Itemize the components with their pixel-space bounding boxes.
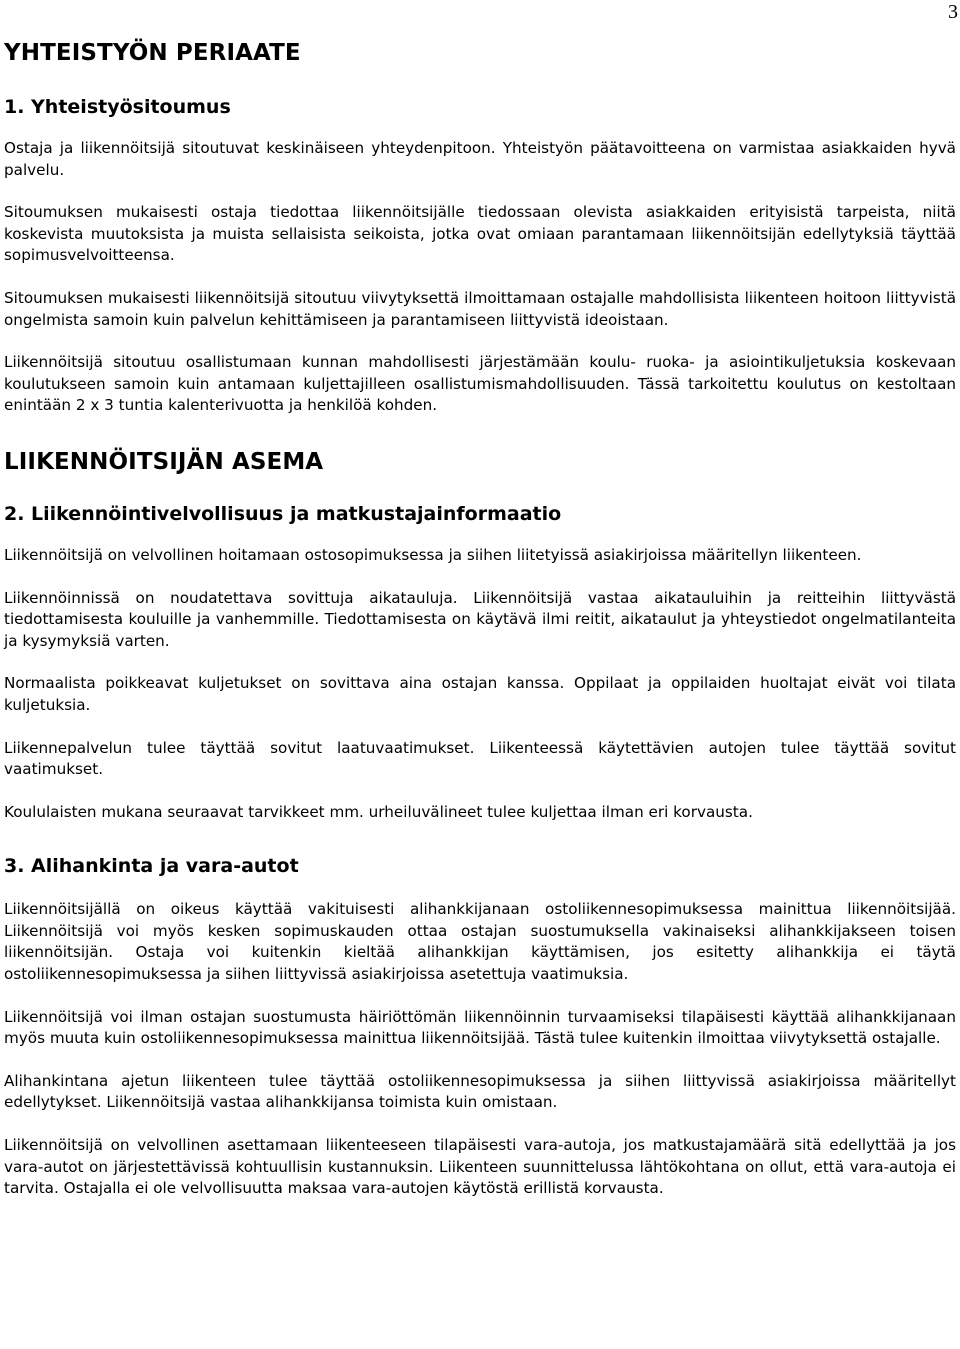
paragraph: Liikennöitsijä on velvollinen hoitamaan ostosopimuksessa ja siihen liitetyissä asiakirjoissa määritellyn liikenteen.: [4, 545, 862, 564]
subsection-heading-yhteistyositoumus: 1. Yhteistyösitoumus: [4, 96, 231, 118]
paragraph: Ostaja ja liikennöitsijä sitoutuvat keskinäiseen yhteydenpitoon. Yhteistyön päätavoitteena on varmistaa asiakkaiden hyvä palvelu.: [4, 139, 956, 179]
subsection-heading-liikennointivelvollisuus: 2. Liikennöintivelvollisuus ja matkustajainformaatio: [4, 502, 562, 525]
paragraph: Sitoumuksen mukaisesti liikennöitsijä sitoutuu viivytyksettä ilmoittamaan ostajalle mahdollisista liikenteen hoitoon liittyvistä ongelmista samoin kuin palvelun kehittämiseen ja parantamiseen liittyvistä ideoistaan.: [4, 288, 956, 329]
paragraph: Liikennöinnissä on noudatettava sovittuja aikatauluja. Liikennöitsijä vastaa aikatauluihin ja reitteihin liittyvästä tiedottamisesta kouluille ja vanhemmille. Tiedottamisesta on käytävä ilmi reitit, aikataulut ja yhteystiedot ongelmatilanteita ja kysymyksiä varten.: [4, 588, 956, 650]
paragraph: Liikennöitsijä voi ilman ostajan suostumusta häiriöttömän liikennöinnin turvaamiseksi tilapäisesti käyttää alihankkijanaan myös muuta kuin ostoliikennesopimuksessa mainittua liikennöitsijää. Tästä tulee kuitenkin ilmoittaa viivytyksettä ostajalle.: [4, 1007, 956, 1048]
paragraph: Liikennöitsijä on velvollinen asettamaan liikenteeseen tilapäisesti vara-autoja, jos matkustajamäärä sitä edellyttää ja jos vara-autot on järjestettävissä kohtuullisin kustannuksin. Liikenteen suunnittelussa lähtökohtana on ollut, että vara-autoja ei tarvita. Ostajalla ei ole velvollisuutta maksaa vara-autojen käytöstä erillistä korvausta.: [4, 1136, 956, 1198]
section-title-yhteistyon-periaate: YHTEISTYÖN PERIAATE: [4, 40, 301, 66]
section-title-liikennoitsijan-asema: LIIKENNÖITSIJÄN ASEMA: [4, 448, 324, 475]
paragraph: Sitoumuksen mukaisesti ostaja tiedottaa liikennöitsijälle tiedossaan olevista asiakkaiden erityisistä tarpeista, niitä koskevista muutoksista ja muista sellaisista seikoista, jotka ovat omiaan parantamaan liikennöitsijän edellytyksiä täyttää sopimusvelvoitteensa.: [4, 203, 956, 265]
paragraph: Alihankintana ajetun liikenteen tulee täyttää ostoliikennesopimuksessa ja siihen liittyvissä asiakirjoissa määritellyt edellytykset. Liikennöitsijä vastaa alihankkijansa toimista kuin omistaan.: [4, 1071, 956, 1112]
paragraph: Koululaisten mukana seuraavat tarvikkeet mm. urheiluvälineet tulee kuljettaa ilman eri korvausta.: [4, 802, 753, 821]
page-number: 3: [948, 1, 958, 23]
paragraph: Liikennöitsijällä on oikeus käyttää vakituisesti alihankkijanaan ostoliikennesopimuksessa mainittua liikennöitsijää. Liikennöitsijä voi myös kesken sopimuskauden ottaa ostajan suostumuksella vakinaiseksi alihankkijakseen toisen liikennöitsijän. Ostaja voi kuitenkin kieltää alihankkijan käyttämisen, jos esitetty alihankkija ei täytä ostoliikennesopimuksessa ja siihen liittyvissä asiakirjoissa asetettuja vaatimuksia.: [4, 900, 956, 984]
paragraph: Normaalista poikkeavat kuljetukset on sovittava aina ostajan kanssa. Oppilaat ja oppilaiden huoltajat eivät voi tilata kuljetuksia.: [4, 674, 956, 714]
paragraph: Liikennepalvelun tulee täyttää sovitut laatuvaatimukset. Liikenteessä käytettävien autojen tulee täyttää sovitut vaatimukset.: [4, 738, 956, 779]
document-body: [4, 38, 956, 1221]
paragraph: Liikennöitsijä sitoutuu osallistumaan kunnan mahdollisesti järjestämään koulu- ruoka- ja asiointikuljetuksia koskevaan koulutukseen samoin kuin antamaan kuljettajilleen osallistumismahdollisuuden. Tässä tarkoitettu koulutus on kestoltaan enintään 2 x 3 tuntia kalenterivuotta ja henkilöä kohden.: [4, 353, 956, 415]
subsection-heading-alihankinta: 3. Alihankinta ja vara-autot: [4, 855, 299, 878]
